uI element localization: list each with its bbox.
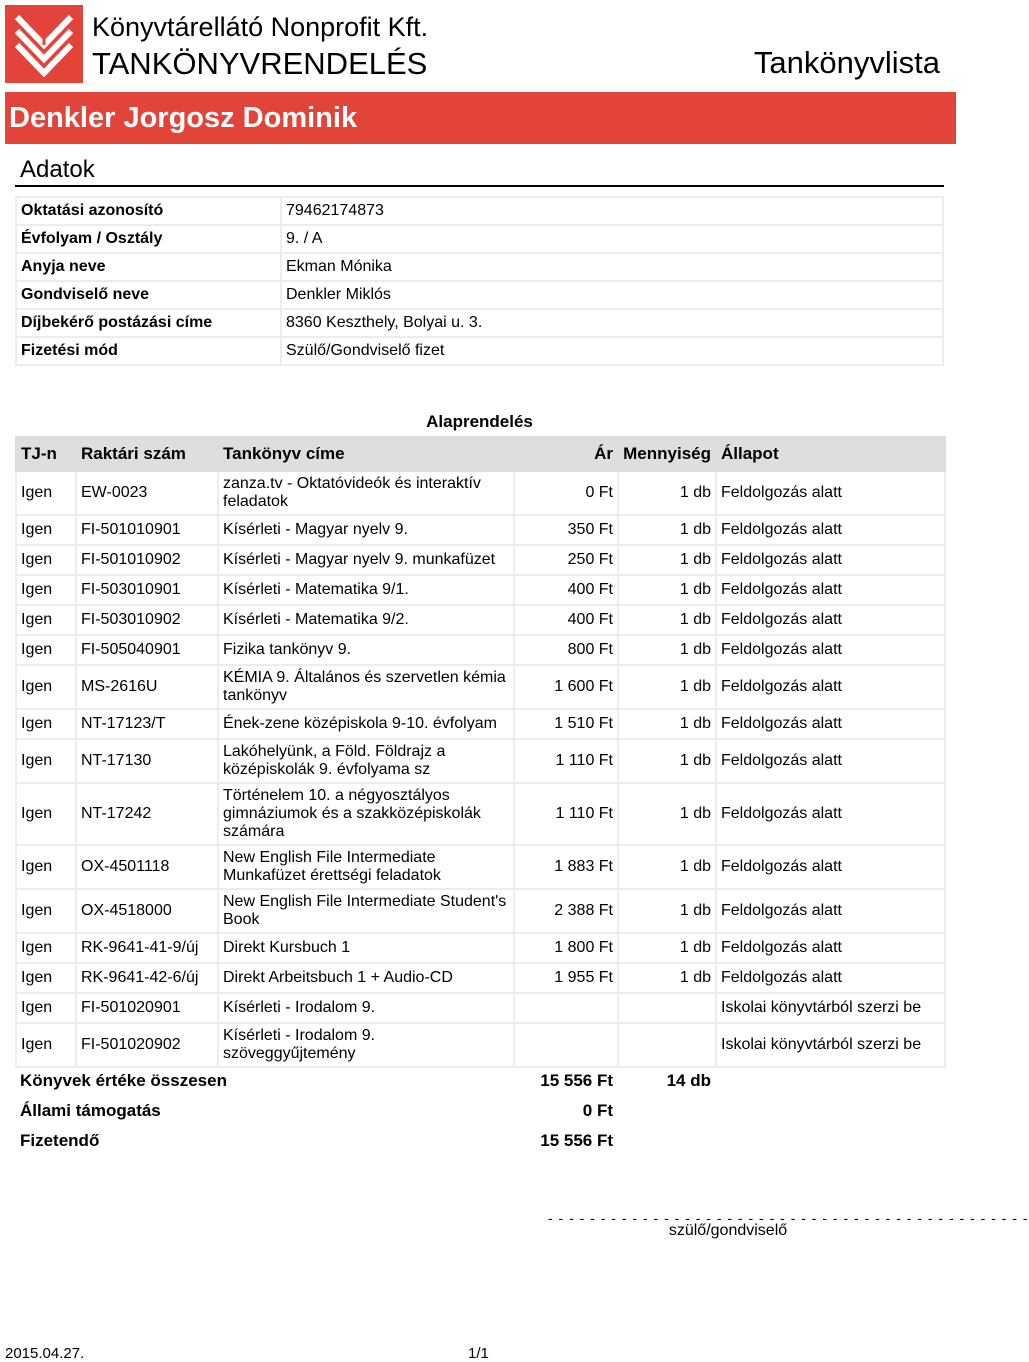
info-row bbox=[16, 253, 943, 281]
table-row bbox=[16, 993, 945, 1023]
cell-code: MS-2616U bbox=[76, 665, 218, 709]
cell-status: Feldolgozás alatt bbox=[716, 933, 945, 963]
info-label: Fizetési mód bbox=[16, 337, 281, 365]
cell-quantity: 1 db bbox=[618, 635, 716, 665]
column-header-price: Ár bbox=[514, 437, 618, 471]
cell-status: Feldolgozás alatt bbox=[716, 889, 945, 933]
cell-quantity: 1 db bbox=[618, 709, 716, 739]
cell-code: FI-501020902 bbox=[76, 1023, 218, 1067]
payable-row bbox=[15, 1127, 944, 1157]
cell-price: 800 Ft bbox=[514, 635, 618, 665]
table-row bbox=[16, 545, 945, 575]
student-info-table bbox=[15, 196, 944, 366]
cell-code: FI-503010901 bbox=[76, 575, 218, 605]
cell-title: Kísérleti - Magyar nyelv 9. bbox=[218, 515, 514, 545]
cell-price: 400 Ft bbox=[514, 605, 618, 635]
info-label: Gondviselő neve bbox=[16, 281, 281, 309]
system-name: TANKÖNYVRENDELÉS bbox=[92, 46, 428, 81]
cell-title: Kísérleti - Matematika 9/1. bbox=[218, 575, 514, 605]
cell-status: Feldolgozás alatt bbox=[716, 471, 945, 515]
cell-quantity: 1 db bbox=[618, 889, 716, 933]
table-row bbox=[16, 635, 945, 665]
cell-title: New English File Intermediate Student's Book bbox=[218, 889, 514, 933]
cell-price: 1 883 Ft bbox=[514, 845, 618, 889]
cell-price: 1 600 Ft bbox=[514, 665, 618, 709]
cell-price: 1 800 Ft bbox=[514, 933, 618, 963]
table-row bbox=[16, 1023, 945, 1067]
cell-price: 1 110 Ft bbox=[514, 783, 618, 845]
cell-title: Direkt Kursbuch 1 bbox=[218, 933, 514, 963]
info-label: Évfolyam / Osztály bbox=[16, 225, 281, 253]
cell-status: Feldolgozás alatt bbox=[716, 635, 945, 665]
table-row bbox=[16, 963, 945, 993]
cell-quantity: 1 db bbox=[618, 783, 716, 845]
info-row bbox=[16, 337, 943, 365]
table-row bbox=[16, 605, 945, 635]
cell-title: New English File Intermediate Munkafüzet érettségi feladatok bbox=[218, 845, 514, 889]
cell-status: Feldolgozás alatt bbox=[716, 845, 945, 889]
book-list-table bbox=[15, 436, 946, 1068]
cell-title: KÉMIA 9. Általános és szervetlen kémia tankönyv bbox=[218, 665, 514, 709]
cell-tj: Igen bbox=[16, 605, 76, 635]
cell-code: FI-501020901 bbox=[76, 993, 218, 1023]
cell-code: EW-0023 bbox=[76, 471, 218, 515]
column-header-tj: TJ-n bbox=[16, 437, 76, 471]
info-value: 79462174873 bbox=[281, 197, 943, 225]
cell-price bbox=[514, 1023, 618, 1067]
info-value: 9. / A bbox=[281, 225, 943, 253]
state-support-row bbox=[15, 1097, 944, 1127]
cell-quantity: 1 db bbox=[618, 963, 716, 993]
cell-tj: Igen bbox=[16, 933, 76, 963]
cell-tj: Igen bbox=[16, 635, 76, 665]
cell-quantity: 1 db bbox=[618, 605, 716, 635]
table-row bbox=[16, 471, 945, 515]
info-value: Denkler Miklós bbox=[281, 281, 943, 309]
cell-price: 1 955 Ft bbox=[514, 963, 618, 993]
cell-price: 1 110 Ft bbox=[514, 739, 618, 783]
cell-price: 0 Ft bbox=[514, 471, 618, 515]
cell-status: Feldolgozás alatt bbox=[716, 709, 945, 739]
cell-title: Kísérleti - Matematika 9/2. bbox=[218, 605, 514, 635]
cell-tj: Igen bbox=[16, 993, 76, 1023]
table-row bbox=[16, 739, 945, 783]
cell-code: FI-501010902 bbox=[76, 545, 218, 575]
cell-tj: Igen bbox=[16, 1023, 76, 1067]
signature-line: - - - - - - - - - - - - - - - - - - - - - - - - - - - - - - - - - - - - - - - - - - - - - - bbox=[548, 1210, 1029, 1226]
cell-code: FI-503010902 bbox=[76, 605, 218, 635]
section-divider bbox=[15, 185, 944, 187]
table-row bbox=[16, 709, 945, 739]
cell-tj: Igen bbox=[16, 963, 76, 993]
cell-tj: Igen bbox=[16, 545, 76, 575]
cell-status: Feldolgozás alatt bbox=[716, 605, 945, 635]
column-header-quantity: Mennyiség bbox=[618, 437, 716, 471]
section-title: Adatok bbox=[20, 156, 95, 183]
column-header-status: Állapot bbox=[716, 437, 945, 471]
column-header-code: Raktári szám bbox=[76, 437, 218, 471]
payable-value: 15 556 Ft bbox=[540, 1131, 613, 1150]
cell-status: Feldolgozás alatt bbox=[716, 665, 945, 709]
cell-tj: Igen bbox=[16, 665, 76, 709]
cell-price: 400 Ft bbox=[514, 575, 618, 605]
books-total-row bbox=[15, 1067, 944, 1097]
cell-title: Történelem 10. a négyosztályos gimnáziumok és a szakközépiskolák számára bbox=[218, 783, 514, 845]
info-row bbox=[16, 281, 943, 309]
cell-tj: Igen bbox=[16, 845, 76, 889]
cell-quantity: 1 db bbox=[618, 471, 716, 515]
info-label: Díjbekérő postázási címe bbox=[16, 309, 281, 337]
cell-title: Kísérleti - Magyar nyelv 9. munkafüzet bbox=[218, 545, 514, 575]
table-row bbox=[16, 575, 945, 605]
cell-code: OX-4501118 bbox=[76, 845, 218, 889]
info-row bbox=[16, 225, 943, 253]
cell-status: Feldolgozás alatt bbox=[716, 515, 945, 545]
cell-quantity: 1 db bbox=[618, 665, 716, 709]
cell-status: Feldolgozás alatt bbox=[716, 545, 945, 575]
student-name-bar bbox=[5, 92, 956, 144]
cell-price: 1 510 Ft bbox=[514, 709, 618, 739]
logo-icon bbox=[5, 5, 83, 83]
state-support-value: 0 Ft bbox=[582, 1101, 613, 1120]
organization-name: Könyvtárellátó Nonprofit Kft. bbox=[92, 12, 429, 42]
cell-status: Feldolgozás alatt bbox=[716, 783, 945, 845]
cell-title: Ének-zene középiskola 9-10. évfolyam bbox=[218, 709, 514, 739]
cell-quantity: 1 db bbox=[618, 515, 716, 545]
table-row bbox=[16, 783, 945, 845]
cell-code: FI-505040901 bbox=[76, 635, 218, 665]
cell-status: Iskolai könyvtárból szerzi be bbox=[716, 1023, 945, 1067]
cell-title: Lakóhelyünk, a Föld. Földrajz a középiskolák 9. évfolyama sz bbox=[218, 739, 514, 783]
cell-status: Iskolai könyvtárból szerzi be bbox=[716, 993, 945, 1023]
table-row bbox=[16, 889, 945, 933]
column-header-title: Tankönyv címe bbox=[218, 437, 514, 471]
cell-code: NT-17130 bbox=[76, 739, 218, 783]
cell-quantity: 1 db bbox=[618, 575, 716, 605]
cell-code: RK-9641-42-6/új bbox=[76, 963, 218, 993]
table-row bbox=[16, 845, 945, 889]
cell-status: Feldolgozás alatt bbox=[716, 963, 945, 993]
cell-quantity: 1 db bbox=[618, 739, 716, 783]
cell-quantity: 1 db bbox=[618, 545, 716, 575]
cell-title: Kísérleti - Irodalom 9. szöveggyűjtemény bbox=[218, 1023, 514, 1067]
cell-quantity bbox=[618, 993, 716, 1023]
footer-page-number: 1/1 bbox=[468, 1345, 489, 1362]
cell-quantity: 1 db bbox=[618, 845, 716, 889]
state-support-label: Állami támogatás bbox=[20, 1101, 161, 1120]
order-title: Alaprendelés bbox=[426, 412, 533, 431]
cell-tj: Igen bbox=[16, 575, 76, 605]
cell-title: zanza.tv - Oktatóvideók és interaktív feladatok bbox=[218, 471, 514, 515]
cell-title: Direkt Arbeitsbuch 1 + Audio-CD bbox=[218, 963, 514, 993]
cell-code: NT-17123/T bbox=[76, 709, 218, 739]
table-row bbox=[16, 933, 945, 963]
footer-date: 2015.04.27. bbox=[5, 1345, 85, 1362]
info-value: Szülő/Gondviselő fizet bbox=[281, 337, 943, 365]
info-value: 8360 Keszthely, Bolyai u. 3. bbox=[281, 309, 943, 337]
cell-price: 2 388 Ft bbox=[514, 889, 618, 933]
cell-status: Feldolgozás alatt bbox=[716, 575, 945, 605]
info-label: Anyja neve bbox=[16, 253, 281, 281]
cell-tj: Igen bbox=[16, 783, 76, 845]
books-total-quantity: 14 db bbox=[666, 1071, 711, 1090]
table-row bbox=[16, 515, 945, 545]
info-label: Oktatási azonosító bbox=[16, 197, 281, 225]
cell-price: 250 Ft bbox=[514, 545, 618, 575]
cell-quantity bbox=[618, 1023, 716, 1067]
books-total-value: 15 556 Ft bbox=[540, 1071, 613, 1090]
document-type: Tankönyvlista bbox=[753, 45, 940, 80]
cell-code: OX-4518000 bbox=[76, 889, 218, 933]
cell-status: Feldolgozás alatt bbox=[716, 739, 945, 783]
student-name: Denkler Jorgosz Dominik bbox=[9, 102, 358, 134]
signature-label: szülő/gondviselő bbox=[668, 1222, 788, 1239]
cell-code: RK-9641-41-9/új bbox=[76, 933, 218, 963]
cell-tj: Igen bbox=[16, 471, 76, 515]
info-value: Ekman Mónika bbox=[281, 253, 943, 281]
cell-code: NT-17242 bbox=[76, 783, 218, 845]
cell-price bbox=[514, 993, 618, 1023]
table-header-row bbox=[16, 437, 945, 471]
cell-title: Fizika tankönyv 9. bbox=[218, 635, 514, 665]
info-row bbox=[16, 309, 943, 337]
cell-price: 350 Ft bbox=[514, 515, 618, 545]
info-row bbox=[16, 197, 943, 225]
table-row bbox=[16, 665, 945, 709]
cell-title: Kísérleti - Irodalom 9. bbox=[218, 993, 514, 1023]
cell-tj: Igen bbox=[16, 889, 76, 933]
cell-tj: Igen bbox=[16, 739, 76, 783]
payable-label: Fizetendő bbox=[20, 1131, 100, 1150]
cell-code: FI-501010901 bbox=[76, 515, 218, 545]
cell-tj: Igen bbox=[16, 515, 76, 545]
cell-quantity: 1 db bbox=[618, 933, 716, 963]
cell-tj: Igen bbox=[16, 709, 76, 739]
books-total-label: Könyvek értéke összesen bbox=[20, 1071, 227, 1090]
